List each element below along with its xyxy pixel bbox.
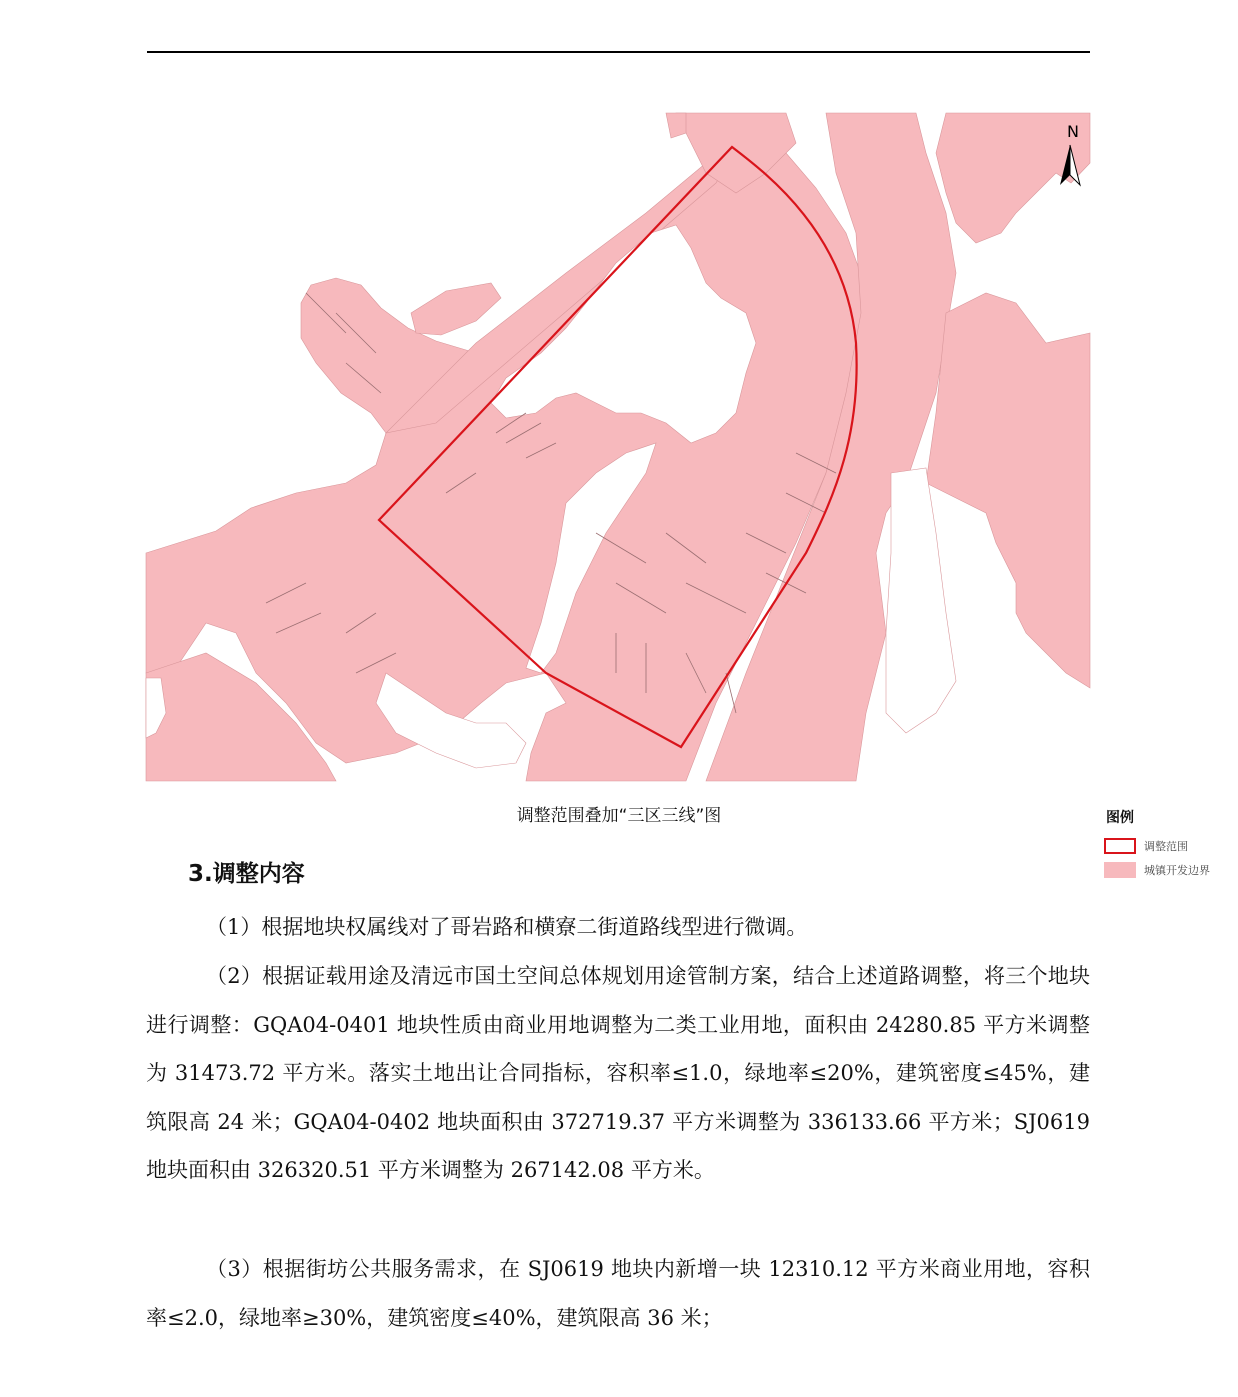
- zone-northwest-bits: [666, 113, 686, 138]
- svg-text:N: N: [1067, 122, 1079, 141]
- paragraph-1: （1）根据地块权属线对了哥岩路和横寮二街道路线型进行微调。: [206, 915, 808, 939]
- map-canvas: [146, 113, 1090, 781]
- legend-item-adjustment-range: [1104, 837, 1188, 855]
- legend-swatch-fill: [1104, 862, 1136, 878]
- legend-label: 调整范围: [1144, 840, 1188, 853]
- zone-far-east: [926, 293, 1090, 688]
- void-east-channel: [886, 468, 956, 733]
- paragraph-3: （3）根据街坊公共服务需求，在 SJ0619 地块内新增一块 12310.12 平方米商业用地，容积率≤2.0，绿地率≥30%，建筑密度≤40%，建筑限高 36 米；: [146, 1257, 1090, 1330]
- section-heading: 3.调整内容: [188, 861, 305, 887]
- zone-island-west: [411, 283, 501, 335]
- legend-swatch-outline: [1104, 838, 1136, 854]
- legend-label: 城镇开发边界: [1144, 864, 1210, 877]
- figure-caption: 调整范围叠加“三区三线”图: [516, 806, 722, 826]
- legend-title: 图例: [1106, 810, 1134, 826]
- paragraph-2: （2）根据证载用途及清远市国土空间总体规划用途管制方案，结合上述道路调整，将三个地块进行调整：GQA04-0401 地块性质由商业用地调整为二类工业用地，面积由 24280.85 平方米调整为 31473.72 平方米。落实土地出让合同指标，容积率≤1.0，绿地率≤20%，建筑密度≤45%，建筑限高 24 米；GQA04-0402 地块面积由 372719.37 平方米调整为 336133.66 平方米；SJ0619 地块面积由 326320.51 平方米调整为 267142.08 平方米。: [146, 964, 1090, 1182]
- header-rule: [147, 51, 1090, 53]
- legend-item-urban-boundary: [1104, 861, 1210, 879]
